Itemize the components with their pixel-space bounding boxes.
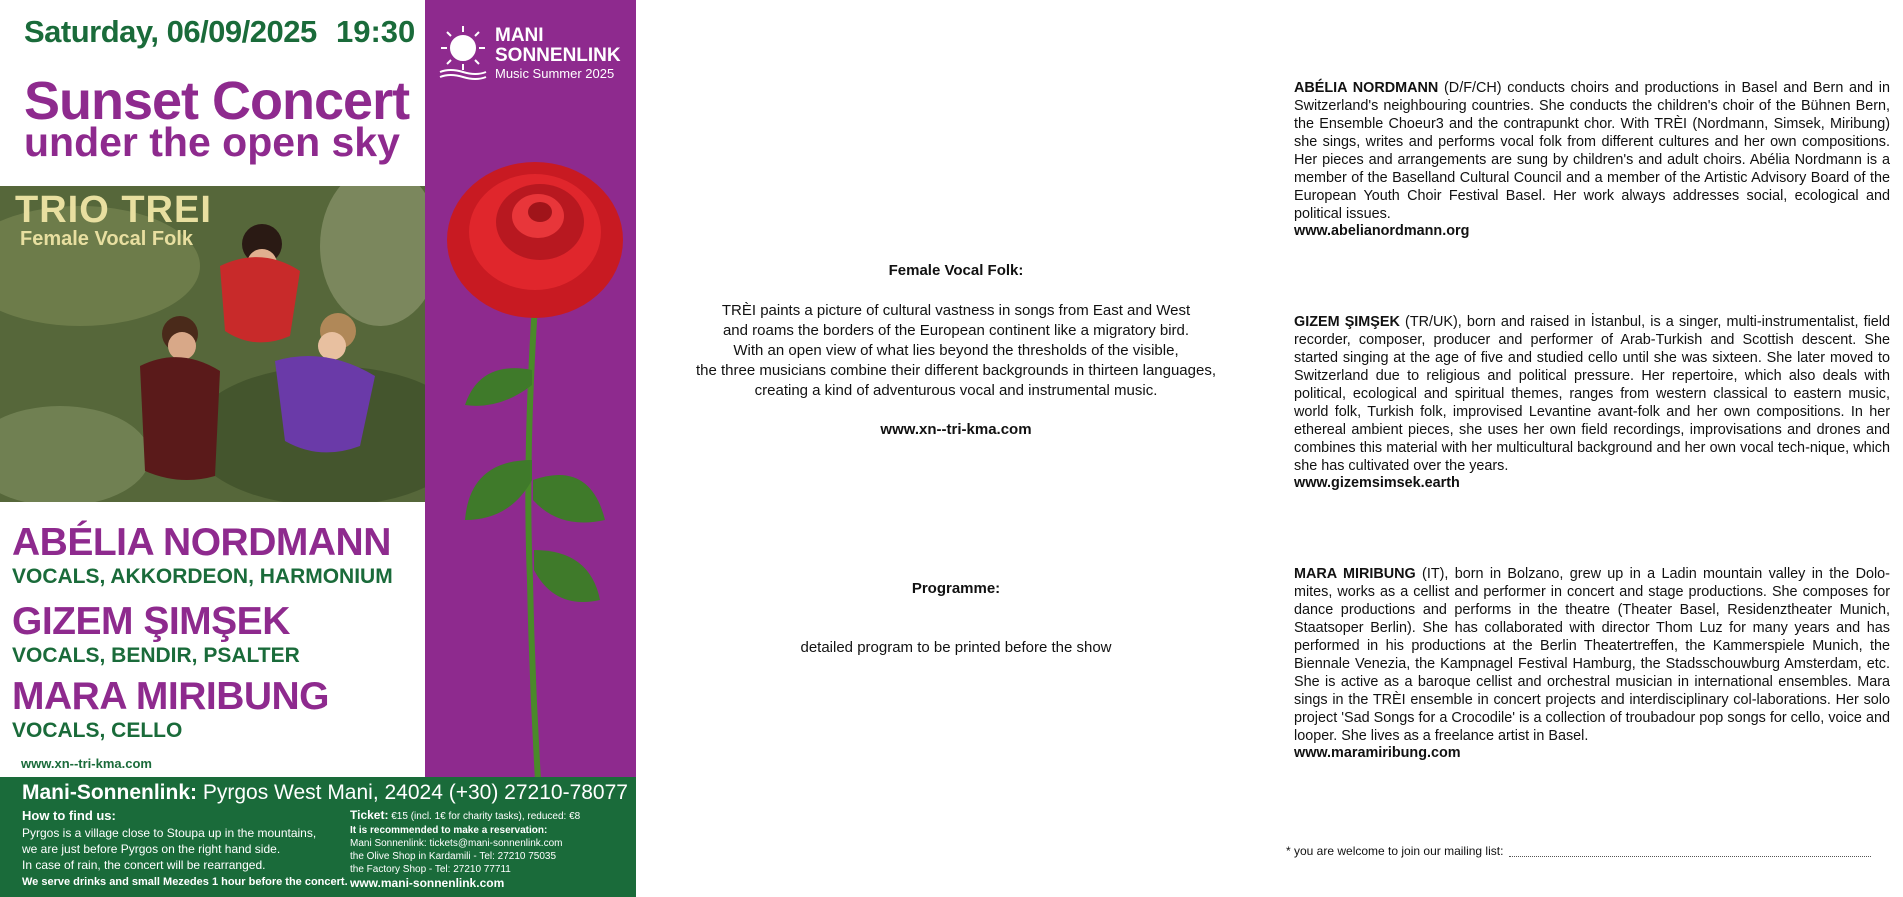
ticket-price: €15 (incl. 1€ for charity tasks), reduced: €8 xyxy=(388,811,581,822)
bio-paragraph xyxy=(1294,313,1890,475)
bio-text: (IT), born in Bolzano, grew up in a Ladin mountain valley in the Dolo-mites, works as a cellist and performer in concert and stage productions. She composes for dance productions and performs in the theatre (Theater Basel, Residenztheater Munich, Staatsoper Berlin). She has collaborated with director Thom Luz for many years and has performed in his productions at the Berlin Theatertreffen, the Kammerspiele Munich, the Biennale Venezia, the Kampnagel Festival Hamburg, the Stadsschouwburg Amsterdam, etc. She is active as a baroque cellist and orchestral musician in international ensembles. Mara sings in the TRÈI ensemble in concert projects and interdisciplinary col-laborations. Her solo project 'Sad Songs for a Crocodile' is a collection of troubadour pop songs for cello, voice and looper. She lives as a freelance artist in Basel. xyxy=(1294,566,1890,744)
reservation-title: It is recommended to make a reservation: xyxy=(350,825,548,836)
howto-line: Pyrgos is a village close to Stoupa up in the mountains, xyxy=(22,826,317,840)
poster-subtitle: under the open sky xyxy=(24,119,400,165)
band-name: TRIO TREI xyxy=(15,189,212,231)
ticket-label: Ticket: xyxy=(350,808,389,822)
performer-name: ABÉLIA NORDMANN xyxy=(12,521,391,564)
middle-paragraph-line: and roams the borders of the European continent like a migratory bird. xyxy=(722,322,1190,339)
drinks-note: We serve drinks and small Mezedes 1 hour before the concert. xyxy=(22,876,348,888)
bio-text: (D/F/CH) conducts choirs and productions in Basel and Bern and in Switzerland's neighbouring countries. She conducts the children's choir of the Bühnen Bern, the Ensemble Choeur3 and the contrapunkt chor. With TRÈI (Nordmann, Simsek, Miribung) she sings, writes and performs vocal folk from different cultures and her own compositions. Her pieces and arrangements are sung by children's and adult choirs. Abélia Nordmann is a member of the Baselland Cultural Council and a member of the Artistic Advisory Board of the European Youth Choir Festival Basel. Her work always addresses social, ecological and political issues. xyxy=(1294,80,1890,222)
howto-line: we are just before Pyrgos on the right hand side. xyxy=(22,842,281,856)
howto-line: In case of rain, the concert will be rearranged. xyxy=(22,858,266,872)
logo-line1: MANI xyxy=(495,25,544,46)
programme-text: detailed program to be printed before the show xyxy=(800,639,1112,656)
reservation-line: Mani Sonnenlink: tickets@mani-sonnenlink.com xyxy=(350,838,563,849)
venue-line xyxy=(22,781,628,805)
mailing-list-note: * you are welcome to join our mailing list: xyxy=(1286,844,1504,858)
bio-website-link[interactable]: www.gizemsimsek.earth xyxy=(1294,475,1460,491)
performer-instruments: VOCALS, CELLO xyxy=(12,719,183,742)
sun-logo-icon xyxy=(436,24,490,82)
concert-time: 19:30 xyxy=(336,14,416,49)
band-genre: Female Vocal Folk xyxy=(20,228,194,250)
logo-line2: SONNENLINK xyxy=(495,45,621,66)
bio-name: ABÉLIA NORDMANN xyxy=(1294,80,1439,96)
middle-paragraph-line: With an open view of what lies beyond the thresholds of the visible, xyxy=(733,342,1179,359)
bio-paragraph xyxy=(1294,79,1890,223)
ticket-info xyxy=(350,808,580,822)
bio-website-link[interactable]: www.maramiribung.com xyxy=(1294,745,1461,761)
performer-name: MARA MIRIBUNG xyxy=(12,675,330,718)
performer-instruments: VOCALS, BENDIR, PSALTER xyxy=(12,644,300,667)
bio-text: (TR/UK), born and raised in İstanbul, is a singer, multi-instrumentalist, field recorder, composer, producer and performer of Arab-Turkish and Scottish descent. She started singing at the age of five and studied cello until she was sixteen. She later moved to Switzerland due to religious and political pressure. Her repertoire, which also deals with political, ecological and spiritual themes, ranges from western classical to eastern music, world folk, Turkish folk, improvised Levantine avant-folk and her own compositions. In her ethereal ambient pieces, she uses her own field recordings, improvisations and drones and combines this material with her multicultural background and her own vocal tech-nique, which she has cultivated over the years. xyxy=(1294,314,1890,474)
band-website-link[interactable]: www.xn--tri-kma.com xyxy=(21,756,152,771)
performer-instruments: VOCALS, AKKORDEON, HARMONIUM xyxy=(12,565,393,588)
howto-title: How to find us: xyxy=(22,808,116,823)
mailing-list-line xyxy=(1509,856,1871,857)
middle-heading: Female Vocal Folk: xyxy=(888,262,1024,279)
middle-website-link[interactable]: www.xn--tri-kma.com xyxy=(880,421,1032,438)
reservation-line: the Factory Shop - Tel: 27210 77711 xyxy=(350,864,511,875)
reservation-line: the Olive Shop in Kardamili - Tel: 27210 75035 xyxy=(350,851,557,862)
concert-date: Saturday, 06/09/2025 xyxy=(24,14,317,49)
bio-name: GIZEM ŞIMŞEK xyxy=(1294,314,1400,330)
bio-paragraph xyxy=(1294,565,1890,745)
bio-website-link[interactable]: www.abelianordmann.org xyxy=(1294,223,1470,239)
venue-address: Pyrgos West Mani, 24024 (+30) 27210-78077 xyxy=(197,781,628,804)
poster-title: Sunset Concert xyxy=(24,71,410,131)
middle-paragraph-line: the three musicians combine their different backgrounds in thirteen languages, xyxy=(695,362,1217,379)
logo-subtitle: Music Summer 2025 xyxy=(495,66,615,81)
logo-text xyxy=(495,26,621,66)
venue-name: Mani-Sonnenlink: xyxy=(22,781,197,804)
middle-paragraph-line: TRÈI paints a picture of cultural vastness in songs from East and West xyxy=(721,302,1191,319)
venue-website-link[interactable]: www.mani-sonnenlink.com xyxy=(350,876,505,890)
programme-heading: Programme: xyxy=(911,580,1001,597)
rose-illustration xyxy=(440,160,630,780)
bio-name: MARA MIRIBUNG xyxy=(1294,566,1416,582)
performer-name: GIZEM ŞIMŞEK xyxy=(12,600,290,643)
middle-paragraph-line: creating a kind of adventurous vocal and instrumental music. xyxy=(754,382,1158,399)
